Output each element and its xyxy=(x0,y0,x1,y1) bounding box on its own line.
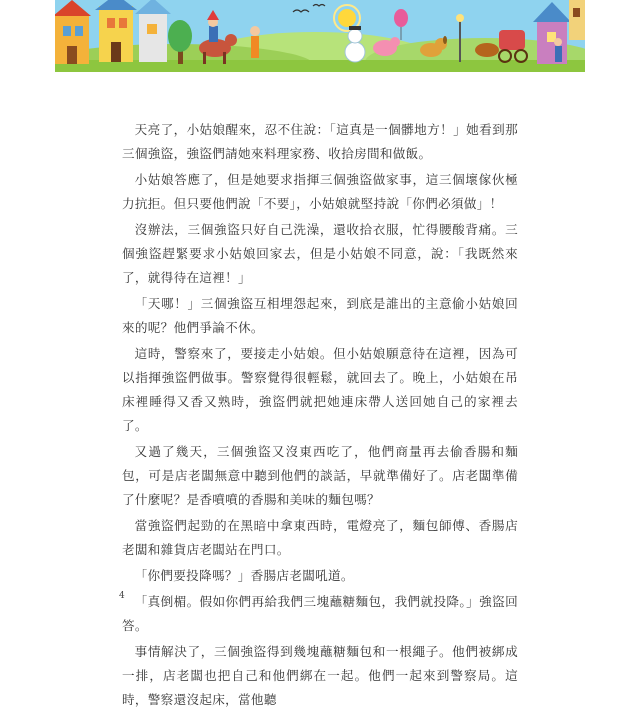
paragraph: 事情解決了，三個強盜得到幾塊蘸糖麵包和一根繩子。他們被綁成一排，店老闆也把自己和他們綁在一起。他們一起來到警察局。這時，警察還沒起床，當他聽 xyxy=(122,644,518,707)
paragraph: 「真倒楣。假如你們再給我們三塊蘸糖麵包，我們就投降。」強盜回答。 xyxy=(122,594,518,633)
story-text xyxy=(122,118,518,714)
paragraph: 又過了幾天，三個強盜又沒東西吃了，他們商量再去偷香腸和麵包，可是店老闆無意中聽到他們的談話，早就準備好了。店老闆準備了什麼呢？是香噴噴的香腸和美味的麵包嗎？ xyxy=(122,444,518,507)
paragraph: 小姑娘答應了，但是她要求指揮三個強盜做家事，這三個壞傢伙極力抗拒。但只要他們說「不要」，小姑娘就堅持說「你們必須做」！ xyxy=(122,172,518,211)
paragraph: 當強盜們起勁的在黑暗中拿東西時，電燈亮了，麵包師傅、香腸店老闆和雜貨店老闆站在門口。 xyxy=(122,518,518,557)
paragraph: 「天哪！」三個強盜互相埋怨起來，到底是誰出的主意偷小姑娘回來的呢？他們爭論不休。 xyxy=(122,296,518,335)
page-number: 4 xyxy=(119,591,125,601)
house-icon xyxy=(135,0,171,62)
house-icon xyxy=(95,0,137,62)
figure-icon xyxy=(250,26,260,58)
paragraph: 「你們要投降嗎？」香腸店老闆吼道。 xyxy=(134,568,354,583)
paragraph: 沒辦法，三個強盜只好自己洗澡，還收拾衣服，忙得腰酸背痛。三個強盜趕緊要求小姑娘回家去，但是小姑娘不同意，說：「我既然來了，就得待在這裡！」 xyxy=(122,222,518,285)
header-illustration xyxy=(55,0,585,72)
paragraph: 這時，警察來了，要接走小姑娘。但小姑娘願意待在這裡，因為可以指揮強盜們做事。警察覺得很輕鬆，就回去了。晚上，小姑娘在吊床裡睡得又香又熟時，強盜們就把她連床帶人送回她自己的家裡去了。 xyxy=(122,346,518,433)
paragraph: 天亮了，小姑娘醒來，忍不住說：「這真是一個髒地方！」她看到那三個強盜，強盜們請她來料理家務、收拾房間和做飯。 xyxy=(122,122,518,161)
house-icon xyxy=(569,0,585,40)
figure-icon xyxy=(554,38,562,62)
